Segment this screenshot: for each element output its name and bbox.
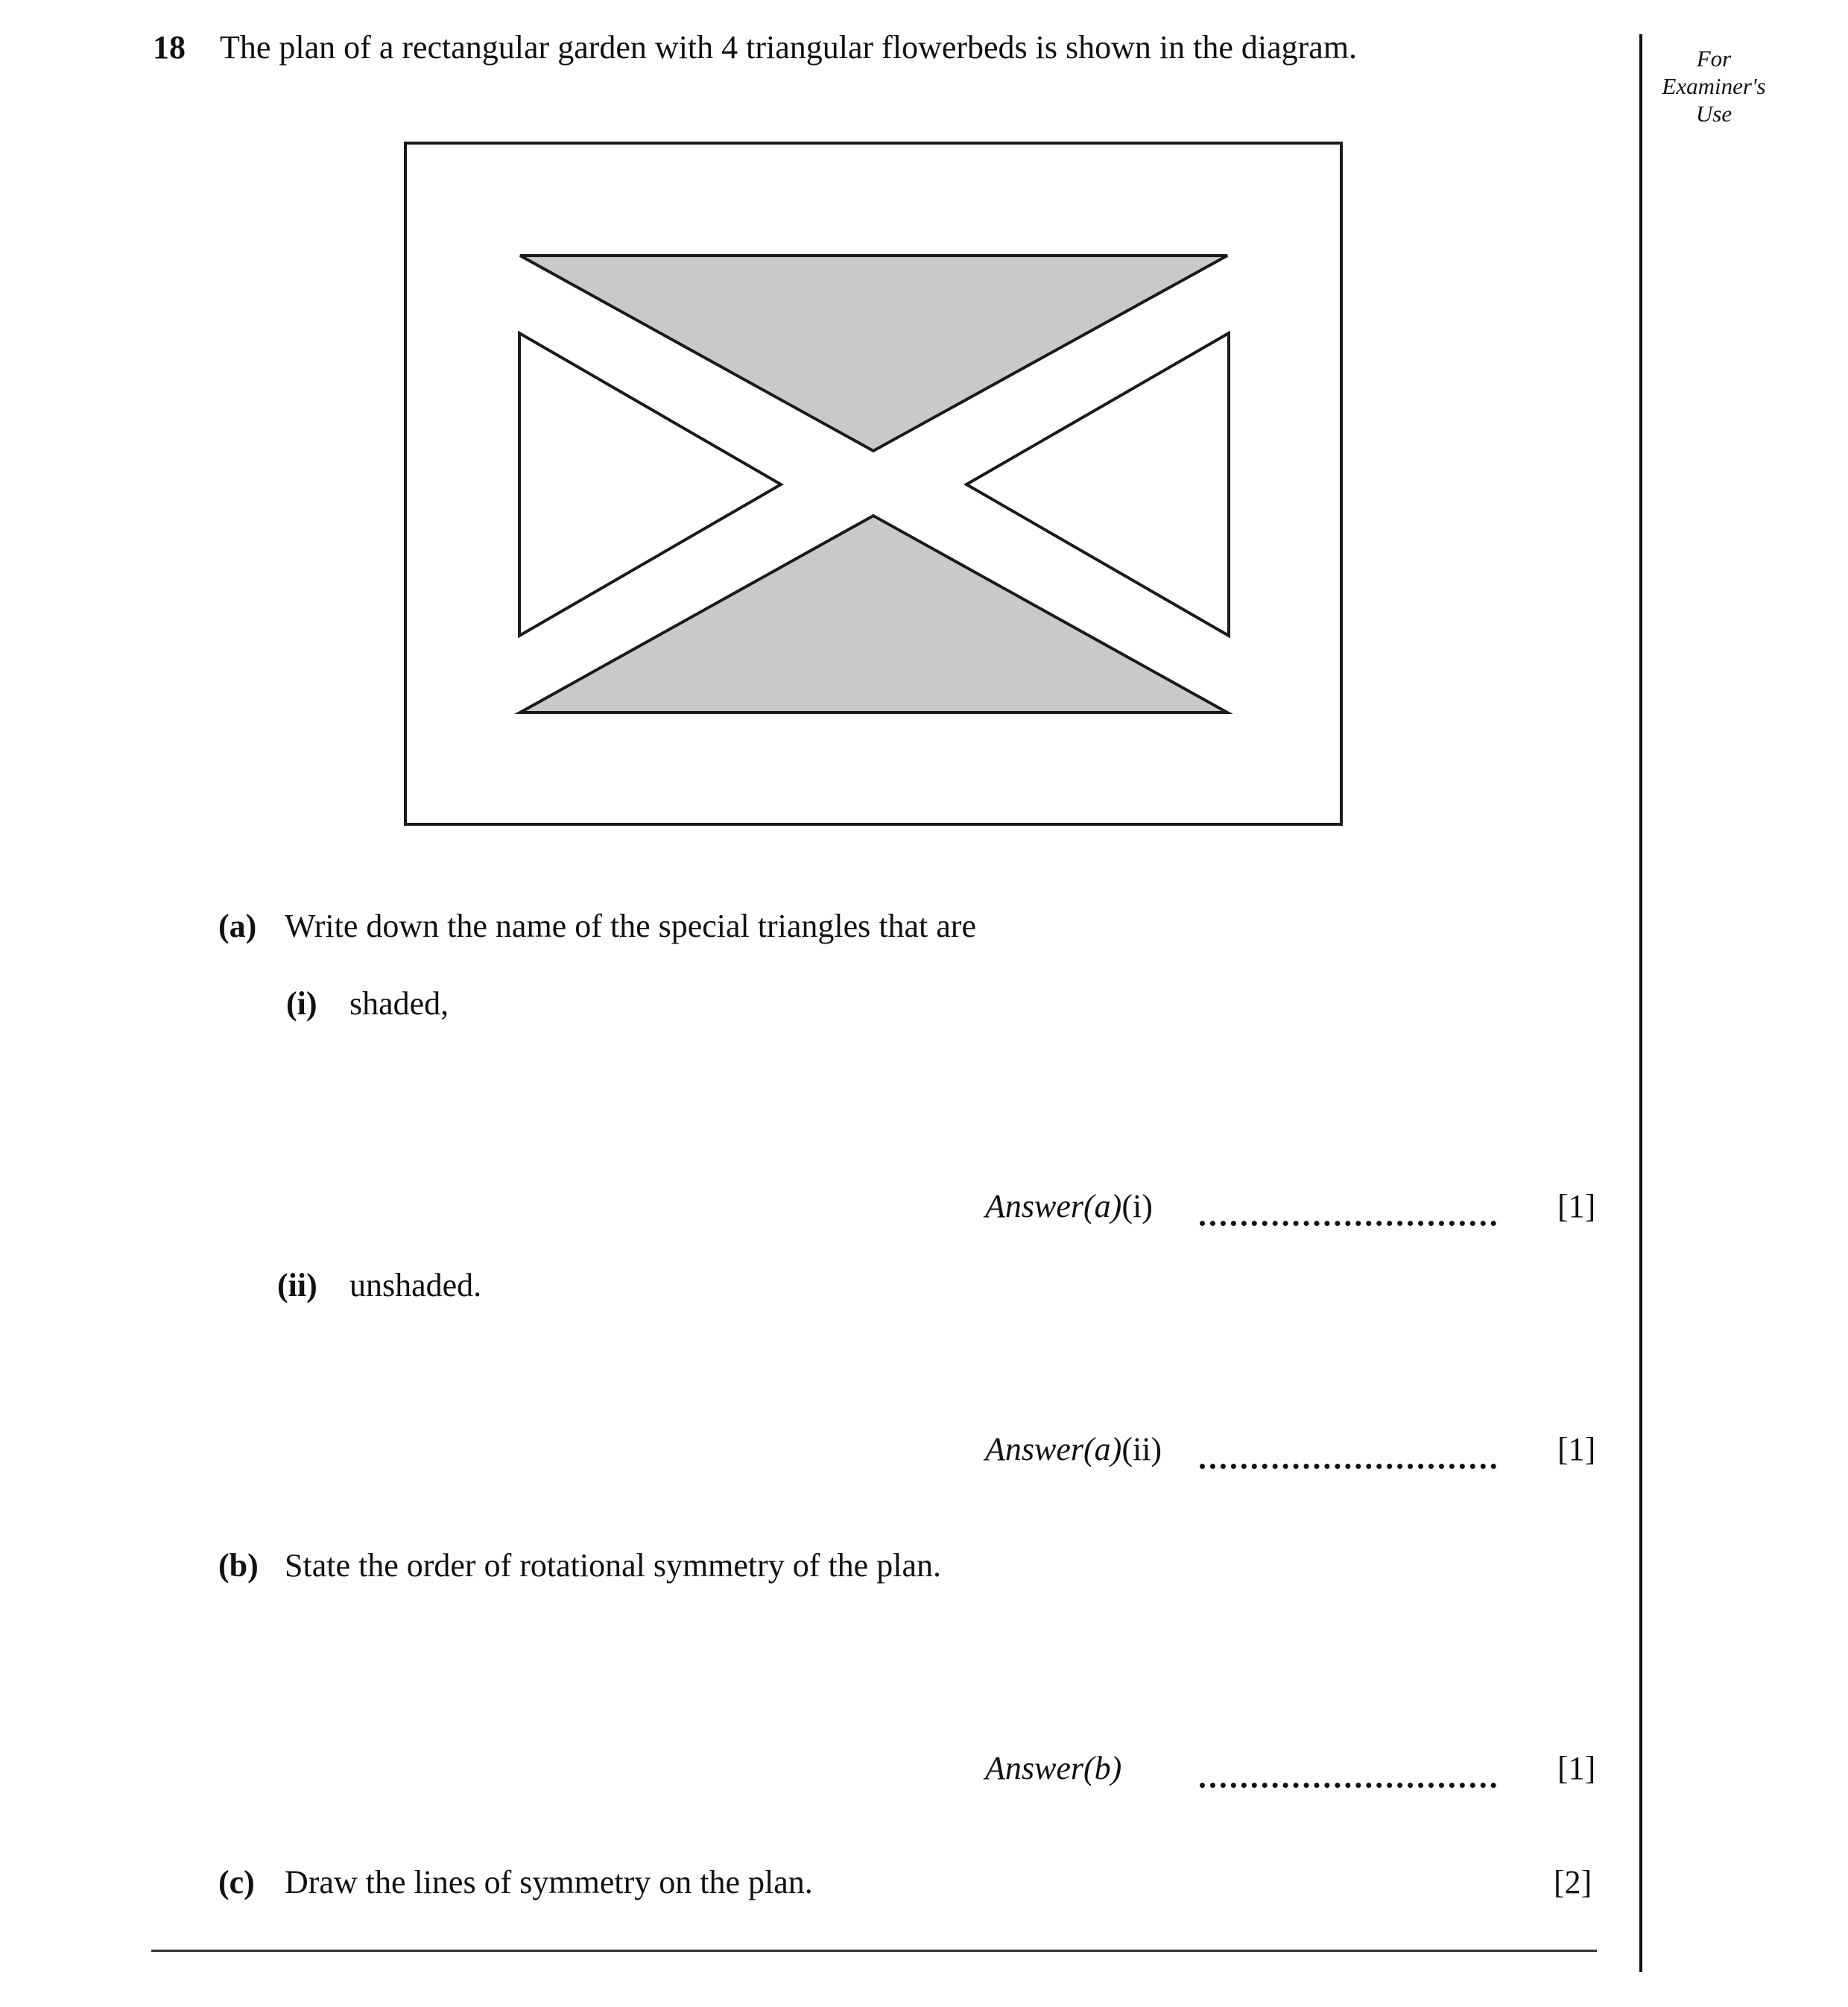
examiner-note-line: Use xyxy=(1695,101,1732,127)
part-a-ii-text: unshaded. xyxy=(349,1267,482,1303)
answer-suffix: (i) xyxy=(1121,1188,1153,1224)
answer-a-i-label xyxy=(985,1190,1153,1223)
examiner-note-line: Examiner's xyxy=(1662,73,1766,99)
part-a-i-label: (i) xyxy=(286,985,317,1022)
mark-b: [1] xyxy=(1557,1750,1596,1786)
answer-b-line[interactable] xyxy=(1200,1783,1496,1788)
answer-prefix: Answer(a) xyxy=(985,1188,1122,1224)
part-a-text: Write down the name of the special triangles that are xyxy=(285,908,976,944)
question-number: 18 xyxy=(153,29,186,66)
garden-plan-diagram[interactable] xyxy=(0,0,1848,857)
answer-a-ii-label xyxy=(985,1433,1162,1466)
part-c-label: (c) xyxy=(218,1864,255,1900)
part-a-label: (a) xyxy=(218,908,257,944)
part-c-text: Draw the lines of symmetry on the plan. xyxy=(285,1864,813,1900)
mark-c: [2] xyxy=(1554,1864,1592,1900)
mark-a-ii: [1] xyxy=(1557,1431,1596,1467)
answer-a-ii-line[interactable] xyxy=(1200,1464,1496,1469)
part-b-label: (b) xyxy=(218,1547,259,1584)
answer-b-label: Answer(b) xyxy=(985,1750,1122,1786)
part-b-text: State the order of rotational symmetry of the plan. xyxy=(285,1547,941,1584)
answer-suffix: (ii) xyxy=(1121,1431,1162,1467)
examiner-note-line: For xyxy=(1696,45,1732,72)
answer-a-i-line[interactable] xyxy=(1200,1221,1496,1226)
part-a-i-text: shaded, xyxy=(349,985,449,1022)
part-a-ii-label: (ii) xyxy=(277,1267,317,1303)
question-stem: The plan of a rectangular garden with 4 triangular flowerbeds is shown in the diagram. xyxy=(220,29,1358,66)
answer-prefix: Answer(a) xyxy=(985,1431,1122,1467)
bottom-rule xyxy=(151,1950,1597,1952)
mark-a-i: [1] xyxy=(1557,1188,1596,1224)
